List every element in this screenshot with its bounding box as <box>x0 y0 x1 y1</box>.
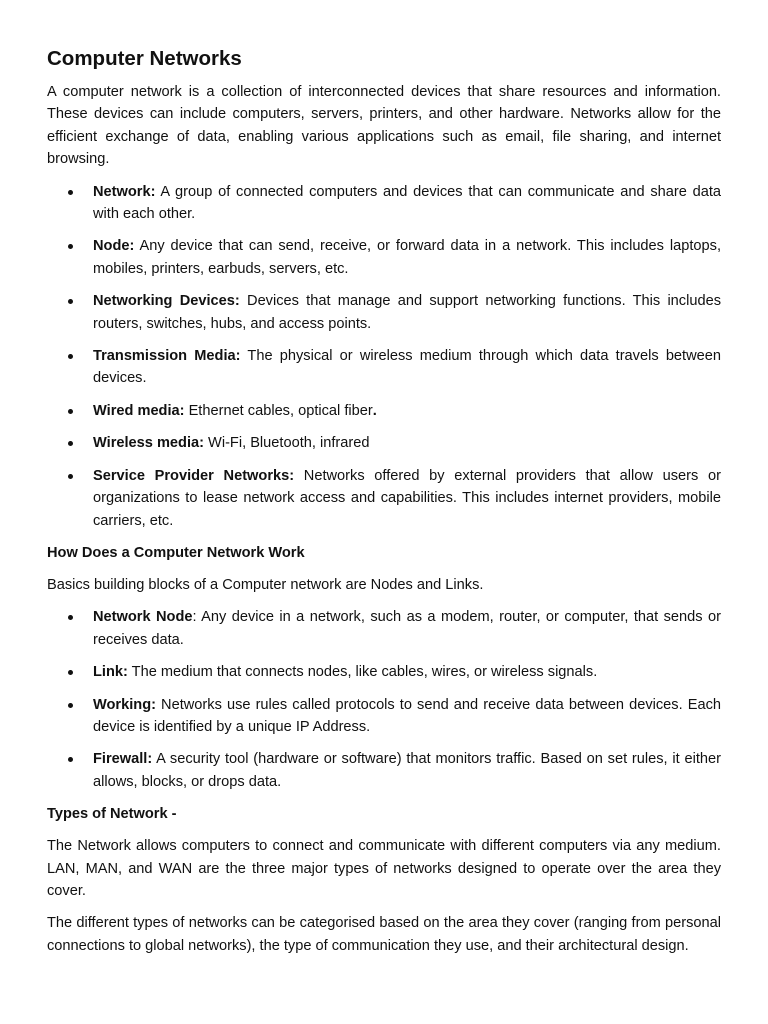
term: Working: <box>93 696 156 713</box>
bullet-icon <box>68 244 73 249</box>
definition-text: Wi-Fi, Bluetooth, infrared <box>204 435 370 452</box>
types-paragraph-2: The different types of networks can be categorised based on the area they cover (ranging from personal connections to global networks), the type of communication they use, and their architectural design. <box>47 915 721 954</box>
section-heading-how: How Does a Computer Network Work <box>47 544 305 561</box>
term: Firewall: <box>93 751 153 768</box>
definition-text: : Any device in a network, such as a modem, router, or computer, that sends or receives data. <box>93 609 721 648</box>
definition-text: The physical or wireless medium through which data travels between devices. <box>93 348 721 387</box>
term: Network Node <box>93 609 193 626</box>
list-item-working <box>47 694 721 739</box>
term: Node: <box>93 238 135 255</box>
definition-suffix: . <box>372 402 377 419</box>
list-item-network-node <box>47 606 721 651</box>
definition-text: A security tool (hardware or software) that monitors traffic. Based on set rules, it either allows, blocks, or drops data. <box>93 751 721 790</box>
definition-text: The medium that connects nodes, like cables, wires, or wireless signals. <box>127 664 598 681</box>
definition-text: A group of connected computers and devices that can communicate and share data with each other. <box>93 183 721 223</box>
definition-text: Networks use rules called protocols to send and receive data between devices. Each device is identified by a unique IP Address. <box>93 696 721 735</box>
list-item-network <box>47 181 721 226</box>
bullet-icon <box>68 409 73 414</box>
bullet-icon <box>68 441 73 446</box>
list-item-service-provider-networks <box>47 465 721 532</box>
bullet-icon <box>68 703 73 708</box>
bullet-icon <box>68 354 73 359</box>
list-item-wireless-media <box>47 432 721 454</box>
bullet-icon <box>68 757 73 762</box>
term: Networking Devices: <box>93 293 240 310</box>
list-item-wired-media <box>47 400 721 422</box>
bullet-icon <box>68 299 73 304</box>
how-it-works-list <box>47 606 721 793</box>
document-page <box>47 46 721 967</box>
list-item-node <box>47 235 721 280</box>
term: Service Provider Networks: <box>93 467 295 484</box>
list-item-transmission-media <box>47 345 721 390</box>
definitions-list <box>47 181 721 532</box>
list-item-link <box>47 661 721 683</box>
term: Wired media: <box>93 402 185 419</box>
term: Link: <box>93 664 128 681</box>
term: Network: <box>93 183 156 200</box>
bullet-icon <box>68 615 73 620</box>
section-heading-types: Types of Network - <box>47 806 177 823</box>
definition-text: Ethernet cables, optical fiber <box>184 402 373 419</box>
section-how-intro: Basics building blocks of a Computer network are Nodes and Links. <box>47 576 484 593</box>
types-paragraph-1: The Network allows computers to connect and communicate with different computers via any medium. LAN, MAN, and WAN are the three major types of networks designed to operate over the area they cover. <box>47 838 721 899</box>
definition-text: Networks offered by external providers that allow users or organizations to lease network access and capabilities. This includes internet providers, mobile carriers, etc. <box>93 467 721 529</box>
intro-paragraph: A computer network is a collection of interconnected devices that share resources and information. These devices can include computers, servers, printers, and other hardware. Networks allow for the efficient exchange of data, enabling various applications such as email, file sharing, and internet browsing. <box>47 84 721 168</box>
bullet-icon <box>68 670 73 675</box>
list-item-networking-devices <box>47 290 721 335</box>
bullet-icon <box>68 474 73 479</box>
definition-text: Any device that can send, receive, or forward data in a network. This includes laptops, mobiles, printers, earbuds, servers, etc. <box>93 238 721 277</box>
definition-text: Devices that manage and support networking functions. This includes routers, switches, hubs, and access points. <box>93 293 721 332</box>
list-item-firewall <box>47 748 721 793</box>
term: Transmission Media: <box>93 348 241 365</box>
term: Wireless media: <box>93 435 204 452</box>
bullet-icon <box>68 190 73 195</box>
page-title: Computer Networks <box>47 47 242 70</box>
